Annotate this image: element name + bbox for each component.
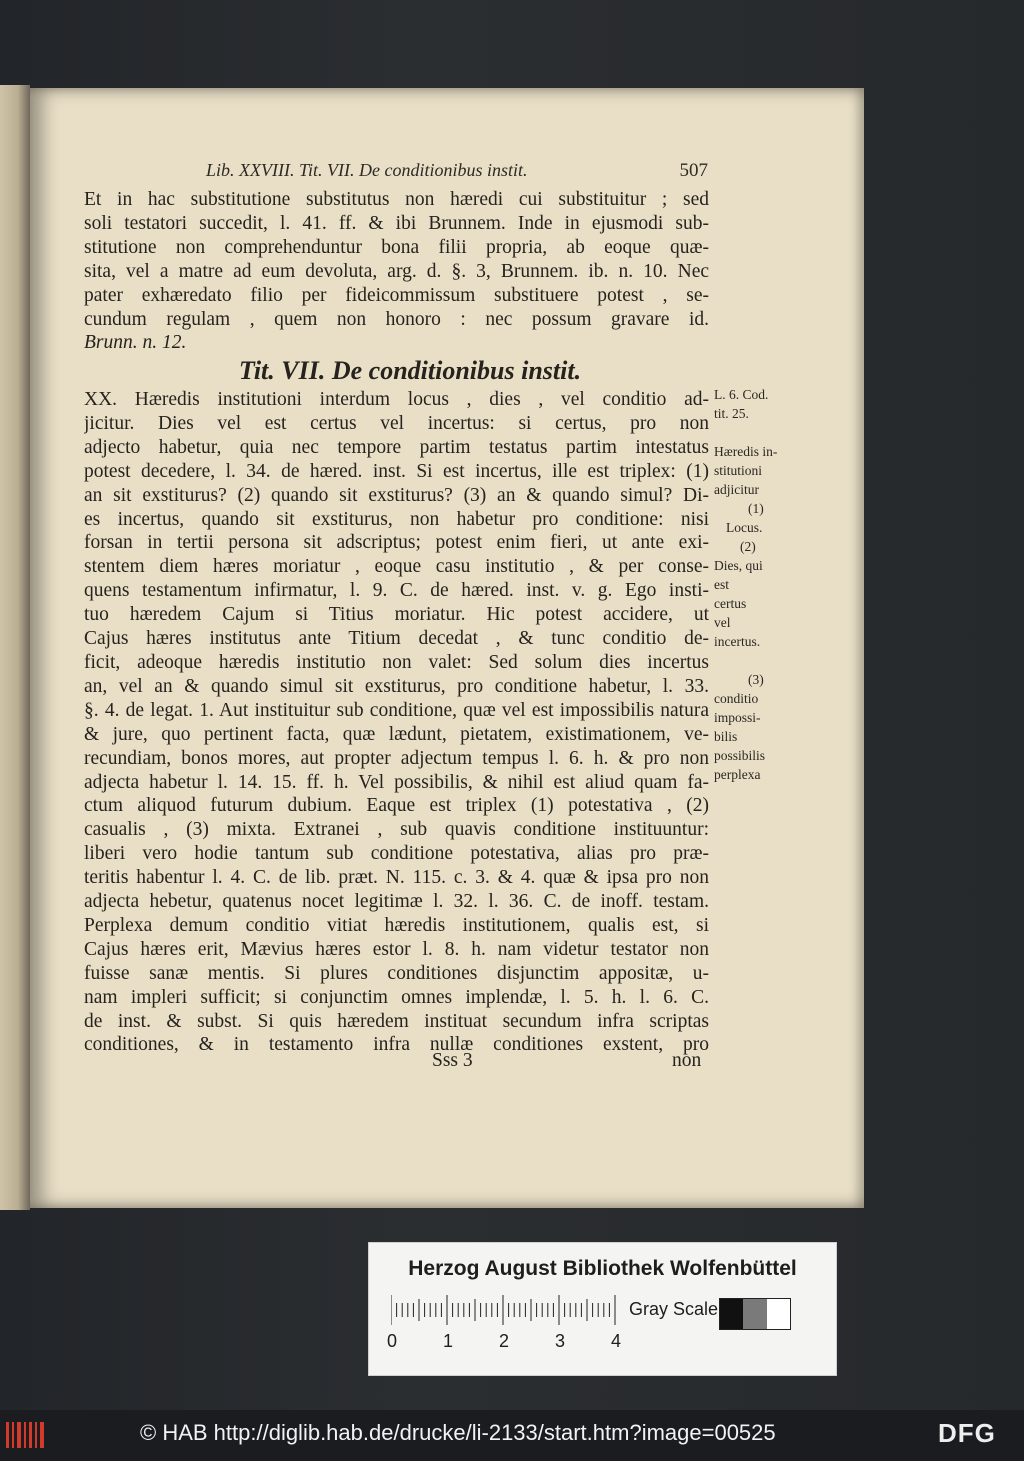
paragraph-1 — [84, 188, 709, 355]
gray-patch-dark — [720, 1299, 743, 1329]
ruler-ticks — [391, 1295, 617, 1325]
gray-patch-mid — [743, 1299, 766, 1329]
text-line: Perplexa demum conditio vitiat hæredis institutionem, qualis est, si — [84, 914, 709, 936]
text-line: Et in hac substitutione substitutus non hæredi cui substituitur ; sed — [84, 189, 709, 210]
footer-bar — [0, 1410, 1024, 1461]
gray-scale-swatch — [719, 1298, 791, 1330]
dfg-logo: DFG — [938, 1418, 996, 1448]
margin-note: stitutioni — [714, 463, 763, 478]
library-name: Herzog August Bibliothek Wolfenbüttel — [408, 1257, 797, 1280]
running-head — [206, 160, 708, 188]
signature-mark: Sss 3 — [432, 1050, 473, 1071]
text-line: tuo hæredem Cajum si Titius moriatur. Hic potest accidere, ut — [84, 604, 709, 626]
text-line: forsan in tertii persona sit adscriptus; potest enim fieri, ut ante exi- — [84, 532, 709, 554]
scale-number: 4 — [611, 1331, 622, 1351]
scale-number: 2 — [499, 1331, 510, 1351]
text-line: stitutione non comprehenduntur bona filii propria, ab eoque quæ- — [84, 236, 709, 258]
text-line: potest decedere, l. 34. de hæred. inst. Si est incertus, ille est triplex: (1) — [84, 460, 709, 482]
gray-scale-label: Gray Scale — [629, 1299, 719, 1319]
margin-note: bilis — [714, 729, 738, 744]
page-number: 507 — [679, 160, 708, 181]
text-line: ctum aliquod futurum dubium. Eaque est triplex (1) potestativa , (2) — [84, 795, 709, 817]
scale-ruler — [391, 1295, 617, 1325]
section-heading: Tit. VII. De conditionibus instit. — [238, 356, 582, 385]
margin-note — [714, 423, 814, 442]
text-line: pater exhæredato filio per fideicommissum substituere potest , se- — [84, 284, 709, 306]
text-line: soli testatori succedit, l. 41. ff. & ibi Brunnem. Inde in ejusmodi sub- — [84, 212, 709, 234]
text-line: XX. Hæredis institutioni interdum locus , dies , vel conditio ad- — [84, 389, 709, 410]
text-line: fuisse sanæ mentis. Si plures conditiones disjunctim appositæ, u- — [84, 962, 709, 984]
text-line: de inst. & subst. Si quis hæredem instituat secundum infra scriptas — [84, 1010, 709, 1032]
text-line: an, vel an & quando simul sit exstiturus, pro conditione habetur, l. 33. — [84, 675, 709, 697]
previous-page-edge — [0, 85, 30, 1210]
margin-note: conditio — [714, 691, 759, 706]
text-line: adjecta habetur l. 14. 15. ff. h. Vel possibilis, & nihil est aliud quam fa- — [84, 771, 709, 793]
margin-note: tit. 25. — [714, 406, 749, 421]
text-line: cundum regulam , quem non honoro : nec possum gravare id. — [84, 308, 709, 330]
text-line: es incertus, quando sit exstiturus, non habetur pro conditione: nisi — [84, 508, 709, 530]
margin-note: adjicitur — [714, 482, 759, 497]
margin-note: vel — [714, 615, 731, 630]
text-line: Cajus hæres institutus ante Titium decedat , & tunc conditio de- — [84, 628, 709, 650]
text-line: nam impleri sufficit; si conjunctim omnes implendæ, l. 5. h. l. 6. C. — [84, 986, 709, 1008]
text-line: adjecta hebetur, quatenus nocet legitimæ l. 32. l. 36. C. de inoff. testam. — [84, 891, 709, 913]
text-line: ficit, adeoque hæredis institutio non valet: Sed solum dies incertus — [84, 651, 709, 673]
hab-logo-icon — [6, 1420, 46, 1450]
text-line: sita, vel a matre ad eum devoluta, arg. d. §. 3, Brunnem. ib. n. 10. Nec — [84, 260, 709, 282]
text-line: stentem diem hæres moriatur , eoque casu institutio , & per conse- — [84, 556, 709, 578]
margin-note — [714, 651, 814, 670]
margin-note: Hæredis in- — [714, 444, 778, 459]
scale-number: 1 — [443, 1331, 454, 1351]
running-head-title: Lib. XXVIII. Tit. VII. De conditionibus instit. — [206, 160, 528, 180]
gray-patch-light — [767, 1299, 790, 1329]
color-calibration-card — [368, 1242, 837, 1376]
scale-numbers — [387, 1331, 627, 1355]
text-line: jicitur. Dies vel est certus vel incertus: si certus, pro non — [84, 412, 709, 434]
margin-note: incertus. — [714, 634, 761, 649]
margin-note: possibilis — [714, 748, 766, 763]
margin-note: Dies, qui — [714, 558, 763, 573]
text-line: conditiones, & in testamento infra nullæ conditiones exstent, pro — [84, 1034, 709, 1056]
margin-note: L. 6. Cod. — [714, 387, 769, 402]
catchword: non — [672, 1050, 702, 1071]
text-line: adjecto habetur, quia nec tempore partim testatus partim intestatus — [84, 436, 709, 458]
margin-note: perplexa — [714, 767, 761, 782]
text-line: recundiam, bonos mores, aut propter adjectum tempus l. 6. h. & pro non — [84, 747, 709, 769]
margin-note: est — [714, 577, 729, 592]
text-line: liberi vero hodie tantum sub conditione potestativa, alias pro præ- — [84, 843, 709, 865]
margin-note: (1) — [748, 501, 764, 516]
text-line: teritis habentur l. 4. C. de lib. præt. N. 115. c. 3. & 4. quæ & ipsa pro non — [84, 867, 709, 889]
scale-number: 3 — [555, 1331, 566, 1351]
text-line: quens testamentum infirmatur, l. 9. C. de hæred. inst. v. g. Ego insti- — [84, 580, 709, 602]
text-line: Brunn. n. 12. — [84, 332, 187, 354]
scale-number: 0 — [387, 1331, 398, 1351]
paragraph-2 — [84, 388, 709, 1057]
margin-note: impossi- — [714, 710, 761, 725]
margin-notes — [714, 385, 814, 784]
margin-note: Locus. — [726, 520, 763, 535]
margin-note: (2) — [740, 539, 756, 554]
text-line: & jure, quo pertinent facta, quæ lædunt, pietatem, existimationem, ve- — [84, 723, 709, 745]
text-line: §. 4. de legat. 1. Aut instituitur sub conditione, quæ vel est impossibilis natura — [84, 699, 709, 721]
text-line: Cajus hæres erit, Mævius hæres estor l. 8. h. nam videtur testator non — [84, 938, 709, 960]
margin-note: certus — [714, 596, 747, 611]
text-line: an sit exstiturus? (2) quando sit exstiturus? (3) an & quando simul? Di- — [84, 484, 709, 506]
copyright-link[interactable]: © HAB http://diglib.hab.de/drucke/li-2133/start.htm?image=00525 — [140, 1420, 776, 1445]
text-line: casualis , (3) mixta. Extranei , sub quavis conditione instituuntur: — [84, 819, 709, 841]
margin-note: (3) — [748, 672, 764, 687]
